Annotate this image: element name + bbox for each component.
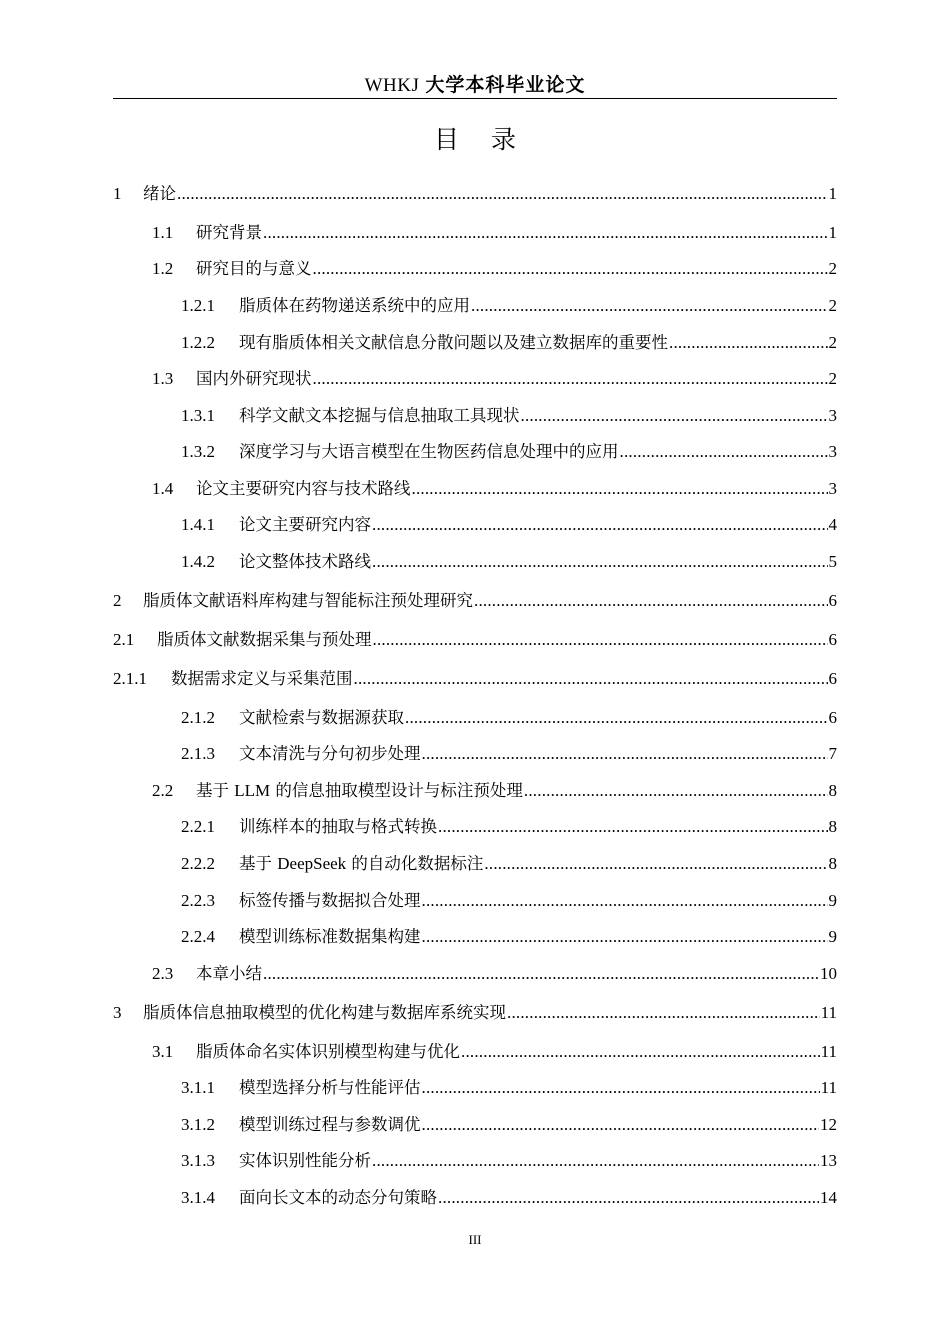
- toc-number: 2: [113, 591, 122, 610]
- toc-entry[interactable]: [181, 404, 837, 428]
- toc-number: 2.1.2: [181, 708, 215, 727]
- toc-title: 绪论: [143, 184, 176, 203]
- toc-leader: [524, 779, 828, 803]
- toc-number: 2.1: [113, 630, 135, 649]
- toc-entry[interactable]: [181, 925, 837, 949]
- toc-leader: [422, 1113, 820, 1137]
- toc-title: 深度学习与大语言模型在生物医药信息处理中的应用: [239, 442, 619, 461]
- toc-title: 现有脂质体相关文献信息分散问题以及建立数据库的重要性: [239, 333, 668, 352]
- toc-page: 12: [820, 1115, 837, 1134]
- toc-number: 1.2: [152, 259, 174, 278]
- toc-title: 标签传播与数据拟合处理: [239, 891, 421, 910]
- toc-page: 9: [828, 891, 837, 910]
- toc-entry[interactable]: [152, 1040, 837, 1064]
- toc-entry[interactable]: [152, 962, 837, 986]
- toc-entry[interactable]: [152, 367, 837, 391]
- toc-leader: [373, 628, 828, 652]
- header-university: 大学本科毕业论文: [425, 74, 586, 96]
- toc-title: [239, 852, 483, 876]
- toc-entry[interactable]: [181, 294, 837, 318]
- toc-title: 论文主要研究内容与技术路线: [196, 479, 411, 498]
- toc-entry[interactable]: [181, 331, 837, 355]
- toc-leader: [405, 706, 828, 730]
- toc-entry[interactable]: [181, 1113, 837, 1137]
- toc-page: 9: [828, 927, 837, 946]
- toc-number: 2.2: [152, 781, 174, 800]
- toc-number: 3: [113, 1003, 122, 1022]
- toc-title: 模型训练标准数据集构建: [239, 927, 421, 946]
- toc-page: 3: [828, 406, 837, 425]
- toc-leader: [507, 1001, 820, 1025]
- toc-page: 13: [820, 1151, 837, 1170]
- toc-leader: [412, 477, 828, 501]
- toc-title: 本章小结: [196, 964, 262, 983]
- toc-page: 2: [828, 296, 837, 315]
- toc-title: [196, 779, 523, 803]
- toc-entry[interactable]: [181, 550, 837, 574]
- toc-number: 3.1.3: [181, 1151, 215, 1170]
- toc-title: 国内外研究现状: [196, 369, 312, 388]
- toc-page: 7: [828, 744, 837, 763]
- toc-number: 3.1.4: [181, 1188, 215, 1207]
- toc-number: 1.4.2: [181, 552, 215, 571]
- toc-number: 3.1.2: [181, 1115, 215, 1134]
- page-number: III: [468, 1232, 482, 1247]
- toc-leader: [521, 404, 828, 428]
- toc-title: 面向长文本的动态分句策略: [239, 1188, 437, 1207]
- toc-title: 脂质体在药物递送系统中的应用: [239, 296, 470, 315]
- toc-leader: [669, 331, 828, 355]
- toc-number: 2.2.4: [181, 927, 215, 946]
- toc-page: 1: [828, 184, 837, 203]
- toc-leader: [372, 1149, 819, 1173]
- toc-entry[interactable]: [181, 852, 837, 876]
- toc-leader: [484, 852, 827, 876]
- toc-title: 训练样本的抽取与格式转换: [239, 817, 437, 836]
- toc-number: 1.4.1: [181, 515, 215, 534]
- toc-leader: [263, 221, 828, 245]
- toc-leader: [422, 925, 828, 949]
- toc-entry[interactable]: [113, 628, 837, 652]
- toc-page: 8: [828, 781, 837, 800]
- toc-entry[interactable]: [113, 589, 837, 613]
- toc-leader: [372, 550, 828, 574]
- toc-number: 1.4: [152, 479, 174, 498]
- toc-page: 4: [828, 515, 837, 534]
- toc-number: 2.2.1: [181, 817, 215, 836]
- toc-page: 2: [828, 333, 837, 352]
- toc-number: 2.3: [152, 964, 174, 983]
- toc-leader: [372, 513, 828, 537]
- toc-leader: [471, 294, 828, 318]
- toc-leader: [461, 1040, 820, 1064]
- toc-page: 6: [828, 630, 837, 649]
- toc-title-part: 基于: [196, 781, 235, 800]
- toc-leader: [620, 440, 828, 464]
- toc-page: 6: [828, 708, 837, 727]
- toc-leader: [474, 589, 828, 613]
- toc-title: 研究目的与意义: [196, 259, 312, 278]
- toc-leader: [263, 962, 819, 986]
- toc-number: 3.1.1: [181, 1078, 215, 1097]
- toc-title-part: 的自动化数据标注: [346, 854, 484, 873]
- toc-number: 2.2.3: [181, 891, 215, 910]
- toc-page: 3: [828, 479, 837, 498]
- toc-entry[interactable]: [113, 182, 837, 206]
- toc-entry[interactable]: [181, 1076, 837, 1100]
- toc-entry[interactable]: [181, 889, 837, 913]
- toc-number: 1: [113, 184, 122, 203]
- toc-entry[interactable]: [152, 779, 837, 803]
- toc-title: 模型选择分析与性能评估: [239, 1078, 421, 1097]
- toc-leader: [313, 367, 828, 391]
- toc-entry[interactable]: [181, 1149, 837, 1173]
- toc-number: 1.3.2: [181, 442, 215, 461]
- toc-page: 6: [828, 591, 837, 610]
- toc-title: 数据需求定义与采集范围: [171, 669, 353, 688]
- toc-page: 11: [820, 1003, 837, 1022]
- toc-title: 研究背景: [196, 223, 262, 242]
- toc-page: 5: [828, 552, 837, 571]
- toc-title: 脂质体文献语料库构建与智能标注预处理研究: [143, 591, 473, 610]
- toc-leader: [438, 815, 828, 839]
- toc-number: 1.1: [152, 223, 174, 242]
- toc-entry[interactable]: [181, 1186, 837, 1210]
- toc-page: 14: [820, 1188, 837, 1207]
- toc-entry[interactable]: [113, 667, 837, 691]
- toc-number: 3.1: [152, 1042, 174, 1061]
- toc-number: 1.3.1: [181, 406, 215, 425]
- header-org: WHKJ: [364, 75, 420, 96]
- toc-number: 2.1.3: [181, 744, 215, 763]
- toc-entry[interactable]: [181, 440, 837, 464]
- toc-number: 1.2.2: [181, 333, 215, 352]
- toc-title-latin: LLM: [234, 781, 271, 800]
- toc-page: 11: [820, 1078, 837, 1097]
- toc-entry[interactable]: [152, 477, 837, 501]
- toc-entry[interactable]: [181, 513, 837, 537]
- toc-leader: [313, 257, 828, 281]
- toc-title: 论文整体技术路线: [239, 552, 371, 571]
- toc-number: 2.1.1: [113, 669, 147, 688]
- toc-page: 2: [828, 259, 837, 278]
- toc-page: 1: [828, 223, 837, 242]
- toc-page: 8: [828, 854, 837, 873]
- toc-number: 1.3: [152, 369, 174, 388]
- toc-title: 脂质体命名实体识别模型构建与优化: [196, 1042, 460, 1061]
- toc-page: 8: [828, 817, 837, 836]
- toc-entry[interactable]: [152, 257, 837, 281]
- toc-title: 脂质体文献数据采集与预处理: [157, 630, 372, 649]
- toc-title: 科学文献文本挖掘与信息抽取工具现状: [239, 406, 520, 425]
- toc-title: 论文主要研究内容: [239, 515, 371, 534]
- toc-leader: [438, 1186, 819, 1210]
- toc-leader: [354, 667, 828, 691]
- toc-leader: [177, 182, 828, 206]
- toc-title-part: 基于: [239, 854, 278, 873]
- toc-title: 实体识别性能分析: [239, 1151, 371, 1170]
- toc-title: 文献检索与数据源获取: [239, 708, 404, 727]
- toc-number: 2.2.2: [181, 854, 215, 873]
- toc-page: 10: [820, 964, 837, 983]
- toc-entry[interactable]: [181, 706, 837, 730]
- toc-page: 11: [820, 1042, 837, 1061]
- toc-leader: [422, 1076, 820, 1100]
- toc-page: 6: [828, 669, 837, 688]
- toc-title-part: 的信息抽取模型设计与标注预处理: [270, 781, 523, 800]
- page-title: 目录: [433, 125, 548, 154]
- toc-leader: [422, 742, 828, 766]
- toc-title: 文本清洗与分句初步处理: [239, 744, 421, 763]
- toc-entry[interactable]: [181, 742, 837, 766]
- toc-entry[interactable]: [113, 1001, 837, 1025]
- toc-entry[interactable]: [181, 815, 837, 839]
- toc-page: 3: [828, 442, 837, 461]
- toc-title: 模型训练过程与参数调优: [239, 1115, 421, 1134]
- toc-title: 脂质体信息抽取模型的优化构建与数据库系统实现: [143, 1003, 506, 1022]
- toc-number: 1.2.1: [181, 296, 215, 315]
- toc-leader: [422, 889, 828, 913]
- toc-title-latin: DeepSeek: [277, 854, 347, 873]
- toc-page: 2: [828, 369, 837, 388]
- toc-entry[interactable]: [152, 221, 837, 245]
